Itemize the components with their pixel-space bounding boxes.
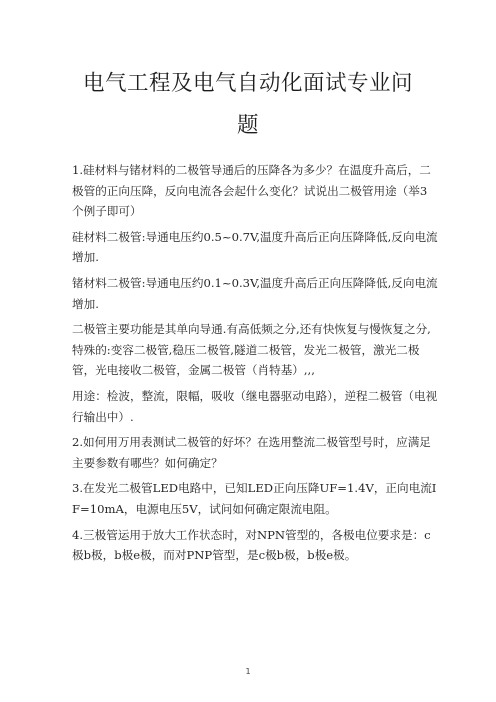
question-2: 2.如何用万用表测试二极管的好坏？在选用整流二极管型号时，应满足主要参数有哪些？如何确定？: [72, 435, 431, 470]
title-line-1: 电气工程及电气自动化面试专业问: [82, 71, 413, 96]
question-1: 1.硅材料与锗材料的二极管导通后的压降各为多少？在温度升高后，二极管的正向压降，反向电流各会起什么变化？试说出二极管用途（举3个例子即可）: [72, 163, 431, 219]
answer-uses: 用途：检波，整流，限幅，吸收（继电器驱动电路），逆程二极管（电视行输出中）.: [72, 388, 438, 424]
document-body: [72, 160, 438, 571]
answer-germanium: 锗材料二极管:导通电压约0.1~0.3V,温度升高后正向压降降低,反向电流增加.: [72, 275, 438, 311]
answer-functions: 二极管主要功能是其单向导通.有高低频之分,还有快恢复与慢恢复之分,特殊的:变容二极管,稳压二极管,隧道二极管，发光二极管，激光二极管，光电接收二极管，金属二极管（肖特基）,,,: [72, 322, 431, 378]
question-3: 3.在发光二极管LED电路中，已知LED正向压降UF=1.4V，正向电流IF=10mA，电源电压5V，试问如何确定限流电阻。: [72, 481, 437, 516]
document-title: [60, 66, 436, 144]
question-4: 4.三极管运用于放大工作状态时，对NPN管型的，各极电位要求是：c极b极，b极e极，而对PNP管型，是c极b极，b极e极。: [72, 527, 431, 563]
title-line-2: 题: [236, 113, 259, 138]
answer-silicon: 硅材料二极管:导通电压约0.5~0.7V,温度升高后正向压降降低,反向电流增加.: [72, 229, 438, 265]
page-number: 1: [245, 667, 251, 676]
